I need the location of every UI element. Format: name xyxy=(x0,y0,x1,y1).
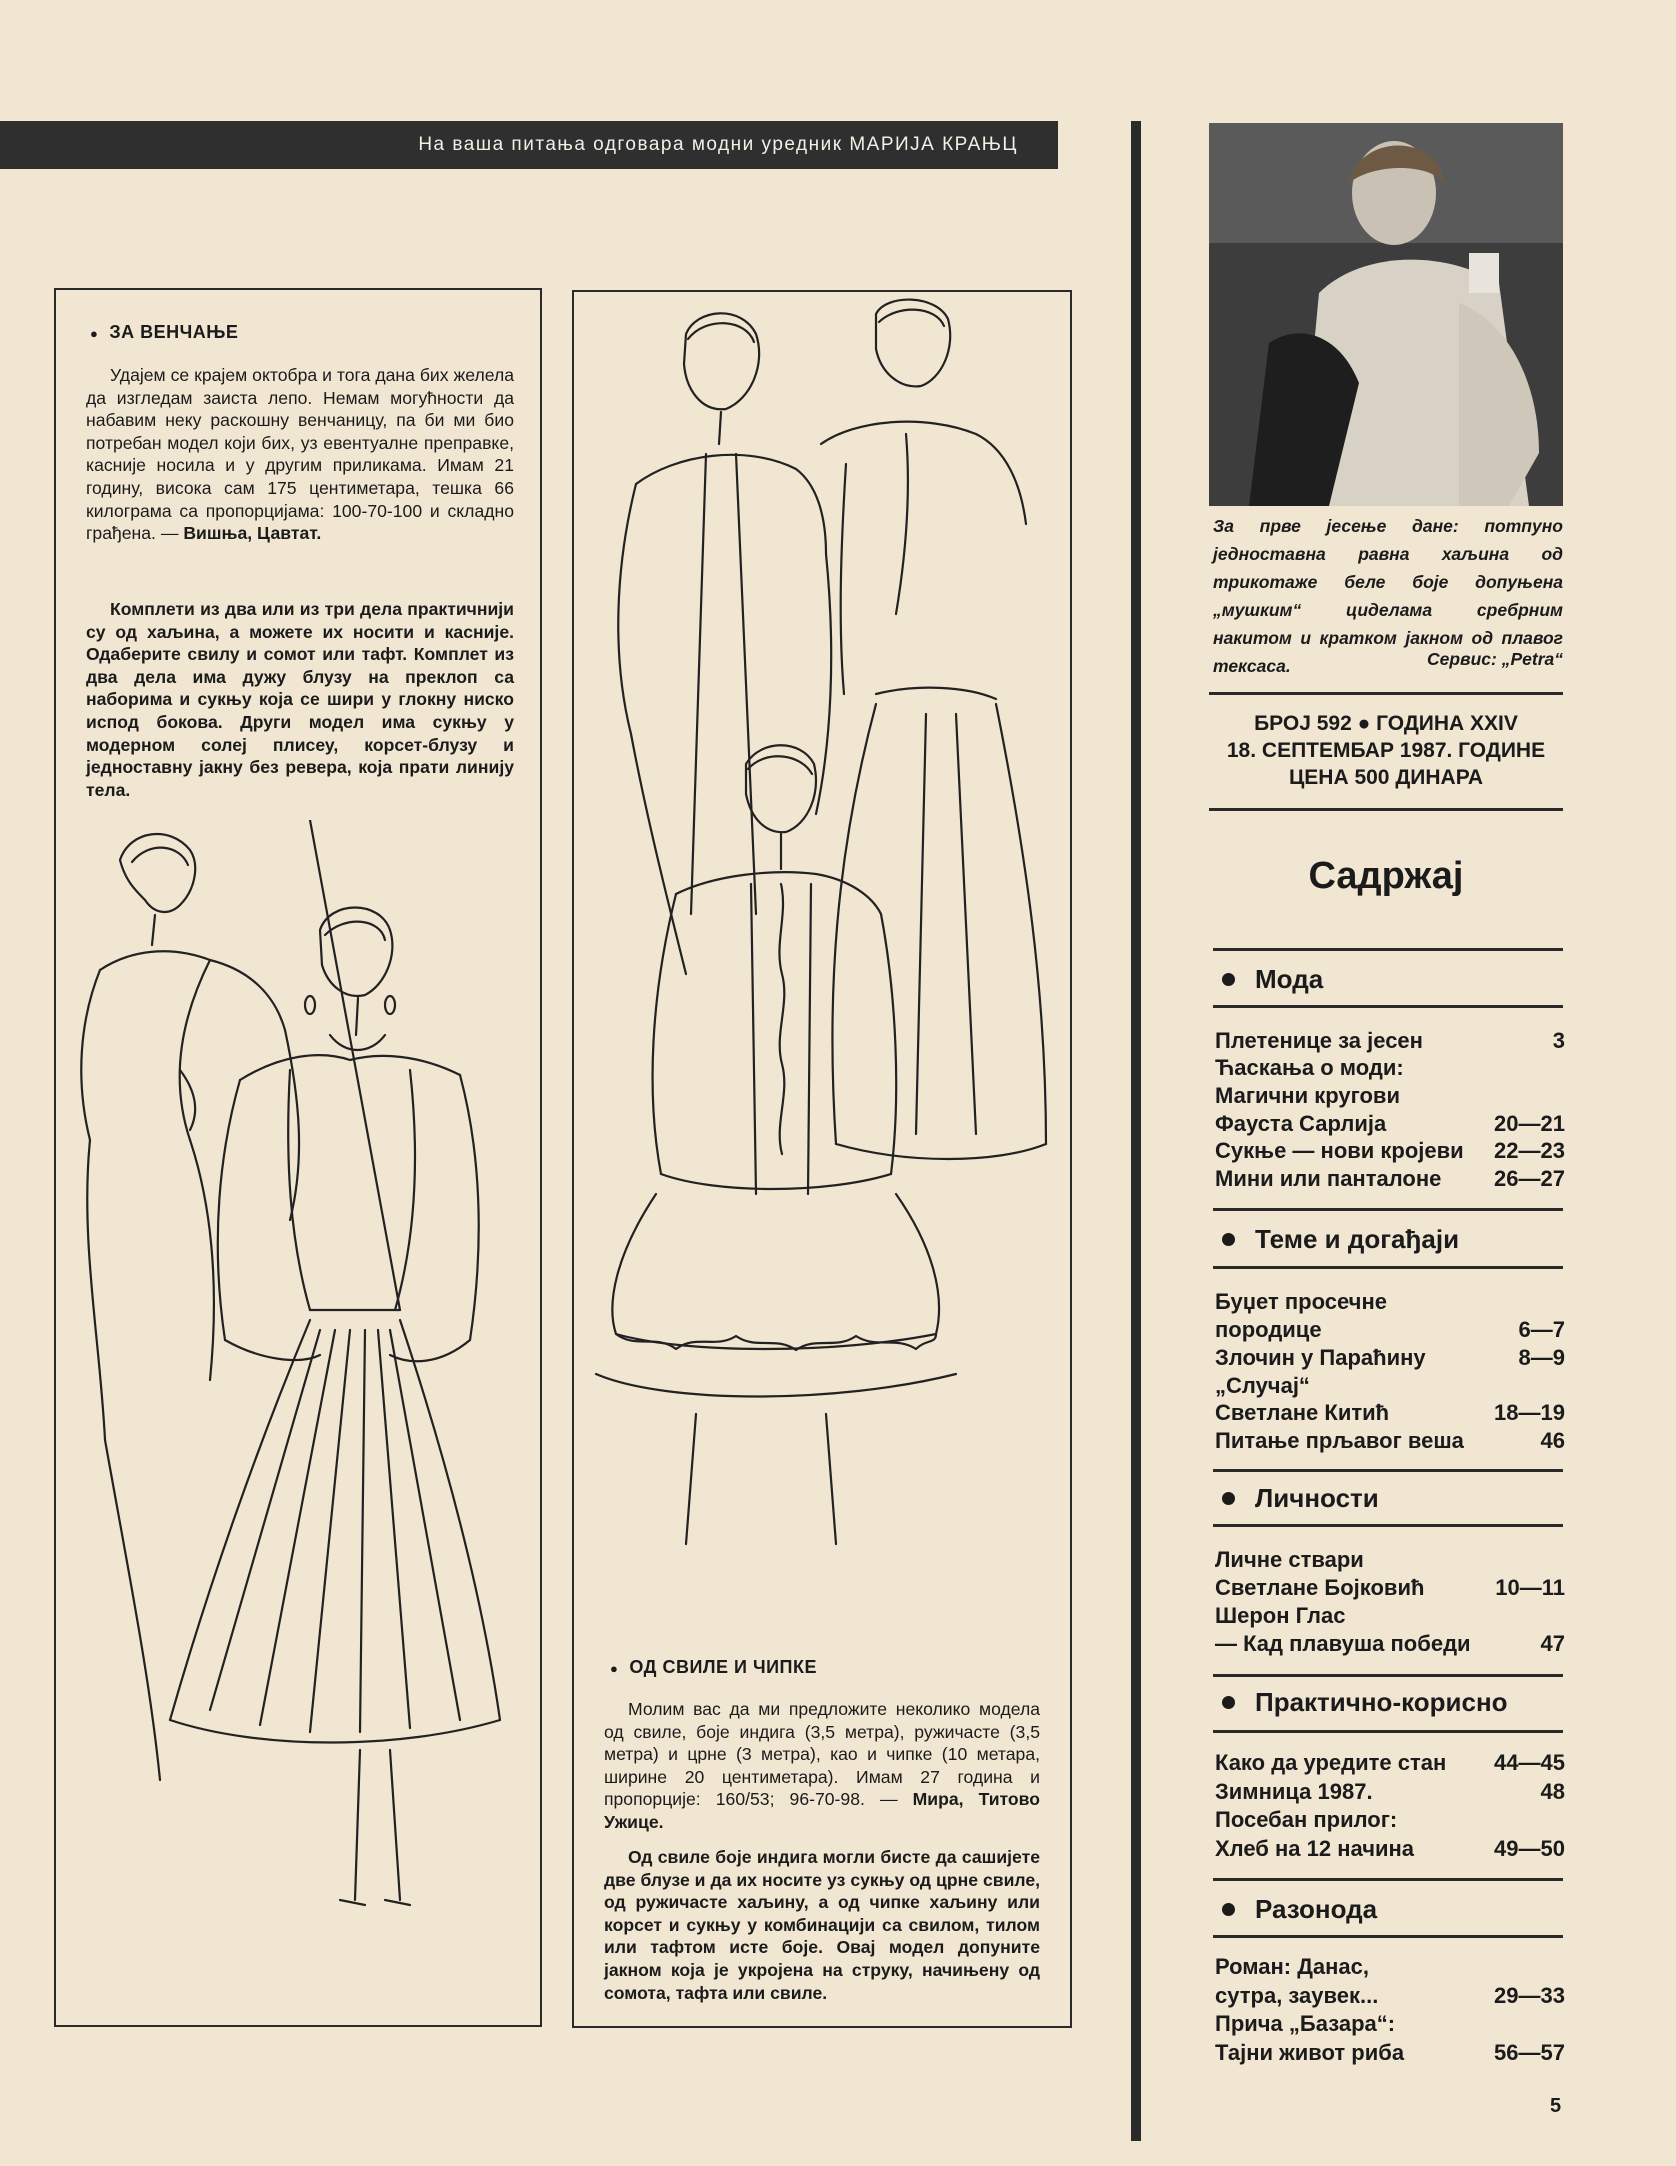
article2-answer: Од свиле боје индига могли бисте да сашијете две блузе и да их носите уз сукњу од црне свиле, од ружичасте хаљину, а од чипке хаљину или корсет и сукњу у комбинацији са свилом, тилом или тафтом исте боје. Овај модел допуните јакном која је укројена на струку, начињену од сомота, тафта или свиле. xyxy=(604,1847,1040,2003)
divider xyxy=(1213,1524,1563,1527)
contents-title: Садржај xyxy=(1308,855,1464,897)
issue-info xyxy=(1209,710,1563,791)
divider xyxy=(1213,1266,1563,1269)
toc-item[interactable]: Плетенице за јесен 3 xyxy=(1215,1028,1565,1053)
toc-item[interactable]: Тајни живот риба 56—57 xyxy=(1215,2040,1565,2065)
toc-section-razonoda: Разонода xyxy=(1222,1894,1377,1925)
article2-heading: ● ОД СВИЛЕ И ЧИПКЕ xyxy=(610,1657,817,1677)
photo-caption: За прве јесење дане: потпуно једноставна равна хаљина од трикотаже беле боје допуњена „мушким“ циделама сребрним накитом и кратком јакном од плавог тексаса. xyxy=(1213,516,1563,676)
photo-service: Сервис: „Petra“ xyxy=(1426,649,1563,669)
toc-item[interactable]: — Кад плавуша победи 47 xyxy=(1215,1631,1565,1656)
toc-item[interactable]: Шерон Глас xyxy=(1215,1603,1346,1628)
model-photo-illustration xyxy=(1209,123,1563,506)
divider xyxy=(1213,1005,1563,1008)
divider xyxy=(1209,692,1563,695)
toc-item[interactable]: Сукње — нови кројеви 22—23 xyxy=(1215,1138,1565,1163)
divider xyxy=(1213,1469,1563,1472)
toc-item[interactable]: Буџет просечне xyxy=(1215,1289,1387,1314)
toc-item[interactable]: Мини или панталоне 26—27 xyxy=(1215,1166,1565,1191)
cover-photo xyxy=(1209,123,1563,506)
toc-item[interactable]: Прича „Базара“: xyxy=(1215,2011,1396,2036)
divider xyxy=(1213,1674,1563,1677)
article1-answer: Комплети из два или из три дела практичнији су од хаљина, а можете их носити и касније. Одаберите свилу и сомот или тафт. Комплет из два дела има дужу блузу на преклоп са наборима и сукњу која се шири у глокну ниско испод бокова. Други модел има сукњу у модерном солеј плисеу, корсет-блузу и једноставну јакну без ревера, која прати линију тела. xyxy=(86,599,514,800)
toc-item[interactable]: Фауста Сарлија 20—21 xyxy=(1215,1111,1565,1136)
toc-item[interactable]: Роман: Данас, xyxy=(1215,1954,1369,1979)
divider xyxy=(1213,1935,1563,1938)
toc-item[interactable]: породице 6—7 xyxy=(1215,1317,1565,1342)
bullet-icon xyxy=(1222,1696,1235,1709)
issue-number: БРОЈ 592 ● ГОДИНА XXIV xyxy=(1254,712,1518,735)
article1-question: Удајем се крајем октобра и тога дана бих желела да изгледам заиста лепо. Немам могућности да набавим неку раскошну венчаницу, па би ми био потребан модел који бих, уз евентуалне преправке, касније носила и у другим приликама. Имам 21 годину, висока сам 175 центиметара, тешка 66 килограма са пропорцијама: 100-70-100 и складно грађена. — Вишња, Цавтат. xyxy=(86,365,514,544)
divider xyxy=(1213,1730,1563,1733)
bullet-icon xyxy=(1222,973,1235,986)
article2-signature: Мира, Титово Ужице. xyxy=(604,1789,1040,1832)
page-number: 5 xyxy=(1550,2095,1562,2117)
toc-item[interactable]: „Случај“ xyxy=(1215,1373,1310,1398)
toc-item[interactable]: Питање прљавог веша 46 xyxy=(1215,1428,1565,1453)
toc-item[interactable]: Светлане Китић 18—19 xyxy=(1215,1400,1565,1425)
toc-section-moda: Мода xyxy=(1222,964,1323,995)
toc-item[interactable]: Зимница 1987. 48 xyxy=(1215,1779,1565,1804)
toc-item[interactable]: Личне ствари xyxy=(1215,1547,1364,1572)
toc-item[interactable]: Ћаскања о моди: xyxy=(1215,1055,1404,1080)
toc-item[interactable]: Светлане Бојковић 10—11 xyxy=(1215,1575,1565,1600)
issue-date: 18. СЕПТЕМБАР 1987. ГОДИНЕ xyxy=(1226,739,1546,762)
toc-item[interactable]: сутра, заувек... 29—33 xyxy=(1215,1983,1565,2008)
toc-item[interactable]: Како да уредите стан 44—45 xyxy=(1215,1750,1565,1775)
toc-item[interactable]: Посебан прилог: xyxy=(1215,1807,1398,1832)
divider xyxy=(1209,808,1563,811)
article2-question: Молим вас да ми предложите неколико модела од свиле, боје индига (3,5 метра), ружичасте (3,5 метра) и црне (3 метра), као и чипке (10 метара, ширине 20 центиметара). Имам 27 година и пропорције: 160/53; 96-70-98. — Мира, Титово Ужице. xyxy=(604,1699,1040,1832)
divider xyxy=(1213,1878,1563,1881)
article1-signature: Вишња, Цавтат. xyxy=(183,523,322,544)
divider xyxy=(1213,1208,1563,1211)
issue-price: ЦЕНА 500 ДИНАРА xyxy=(1288,766,1484,789)
toc-section-teme: Теме и догађаји xyxy=(1222,1224,1459,1255)
toc-section-licnosti: Личности xyxy=(1222,1483,1379,1514)
fashion-sketch-silk-lace xyxy=(576,294,1068,1634)
banner-text: На ваша питања одговара модни уредник МАРИЈА КРАЊЦ xyxy=(418,134,1018,155)
bullet-icon xyxy=(1222,1492,1235,1505)
toc-item[interactable]: Магични кругови xyxy=(1215,1083,1400,1108)
bullet-icon xyxy=(1222,1903,1235,1916)
header-banner xyxy=(0,121,1058,169)
bullet-icon xyxy=(1222,1233,1235,1246)
article1-heading: ● ЗА ВЕНЧАЊЕ xyxy=(90,322,239,342)
toc-item[interactable]: Хлеб на 12 начина 49—50 xyxy=(1215,1836,1565,1861)
divider xyxy=(1213,948,1563,951)
column-divider xyxy=(1131,121,1141,2141)
toc-item[interactable]: Злочин у Параћину 8—9 xyxy=(1215,1345,1565,1370)
fashion-sketch-wedding xyxy=(60,820,538,2020)
toc-section-prakticno: Практично-корисно xyxy=(1222,1687,1508,1718)
